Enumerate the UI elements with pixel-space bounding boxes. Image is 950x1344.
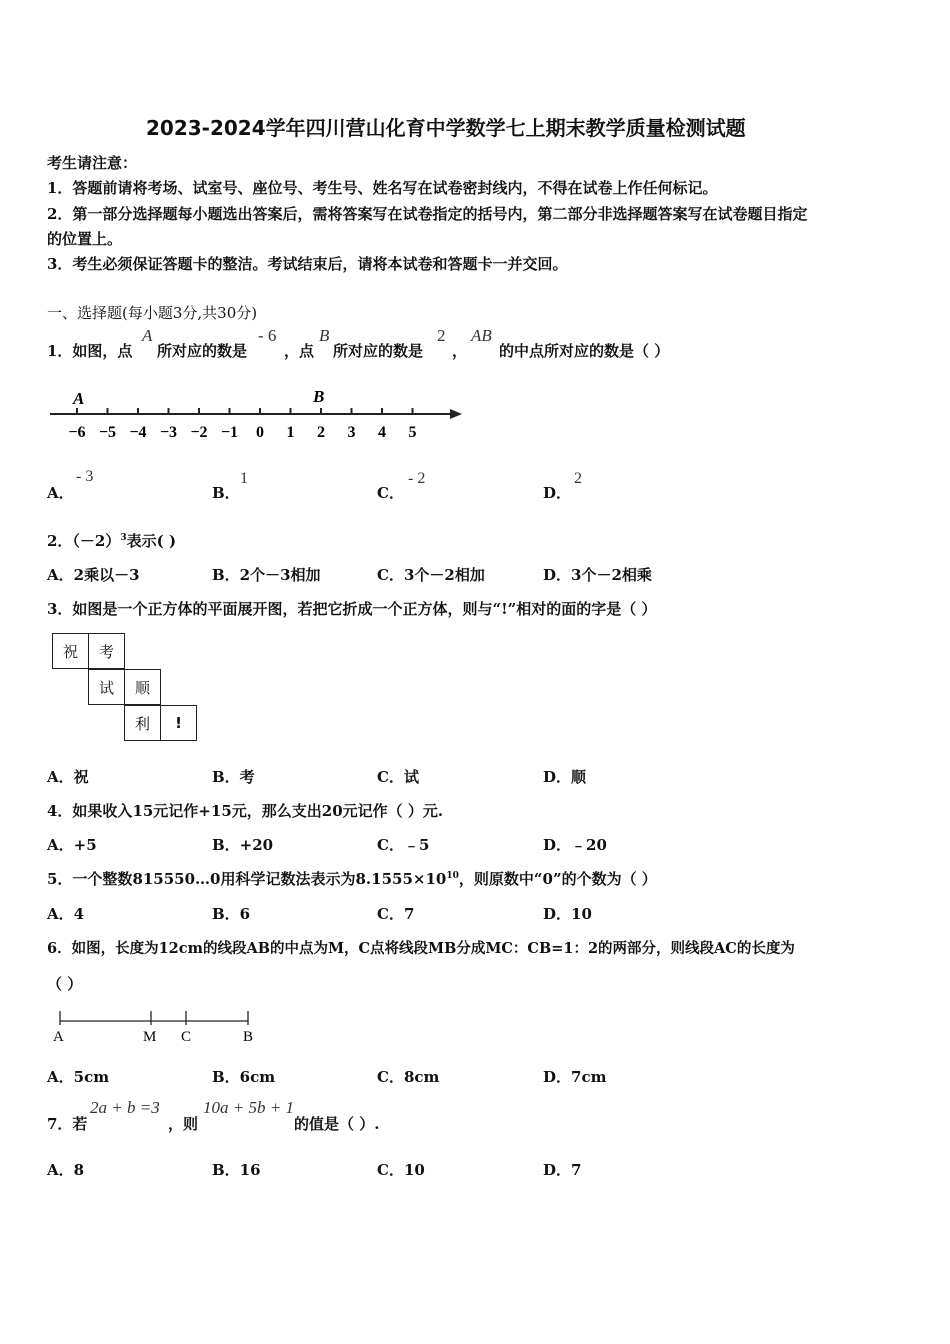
arrow-icon xyxy=(450,409,462,419)
q1-text: 所对应的数是 xyxy=(157,342,248,360)
q7-text: 的值是（ ）. xyxy=(294,1115,380,1133)
q5-option-b[interactable]: B．6 xyxy=(212,905,251,923)
notice-heading: 考生请注意： xyxy=(47,154,138,172)
q1-option-b-value: 1 xyxy=(240,470,248,487)
segment-label-c: C xyxy=(181,1029,192,1045)
q1-option-d-value: 2 xyxy=(574,470,582,487)
cube-net-cell: ! xyxy=(160,705,197,741)
q6-option-a[interactable]: A．5cm xyxy=(47,1068,110,1086)
q2-option-c[interactable]: C．3个－2相加 xyxy=(377,566,485,584)
q2-option-d[interactable]: D．3个－2相乘 xyxy=(543,566,652,584)
number-line-label: 4 xyxy=(378,424,386,441)
q2-option-a[interactable]: A．2乘以－3 xyxy=(47,566,140,584)
q1-option-a[interactable]: A． xyxy=(47,484,74,502)
notice-item: 2．第一部分选择题每小题选出答案后，需将答案写在试卷指定的括号内，第二部分非选择题答案写在试卷题目指定 xyxy=(47,205,808,223)
q1-text: 1．如图，点 xyxy=(47,342,133,360)
segment-label-b: B xyxy=(243,1029,254,1045)
q1-option-b[interactable]: B． xyxy=(212,484,240,502)
q6-option-b[interactable]: B．6cm xyxy=(212,1068,276,1086)
q3-option-a[interactable]: A．祝 xyxy=(47,768,89,786)
cube-net-cell: 考 xyxy=(88,633,125,669)
q3-option-d[interactable]: D．顺 xyxy=(543,768,587,786)
q7-option-a[interactable]: A．8 xyxy=(47,1161,85,1179)
segment-label-a: A xyxy=(53,1029,64,1045)
q4-option-c[interactable]: C．﹣5 xyxy=(377,836,430,854)
number-line-label: −5 xyxy=(98,424,117,441)
cube-net-cell: 利 xyxy=(124,705,161,741)
q2-stem: 2．$(-2)^3$表示( ) xyxy=(47,532,177,550)
number-line-label: −1 xyxy=(220,424,239,441)
number-line-label: −6 xyxy=(68,424,86,441)
q1-option-a-value: - 3 xyxy=(76,468,94,485)
cube-net-cell: 试 xyxy=(88,669,125,705)
q6-option-c[interactable]: C．8cm xyxy=(377,1068,440,1086)
q1-point-a: A xyxy=(142,326,153,345)
q7-text: ，则 xyxy=(168,1115,199,1133)
q1-option-d[interactable]: D． xyxy=(543,484,572,502)
number-line-point-a: A xyxy=(73,389,85,408)
q7-option-c[interactable]: C．10 xyxy=(377,1161,425,1179)
q4-stem: 4．如果收入15元记作+15元，那么支出20元记作（ ）元. xyxy=(47,802,444,820)
q3-stem: 3．如图是一个正方体的平面展开图，若把它折成一个正方体，则与“!”相对的面的字是（ ） xyxy=(47,600,657,618)
q2-option-b[interactable]: B．2个－3相加 xyxy=(212,566,321,584)
number-line-label: 3 xyxy=(347,424,356,441)
q7-text: 7．若 xyxy=(47,1115,88,1133)
number-line-point-b: B xyxy=(313,387,325,406)
q6-option-d[interactable]: D．7cm xyxy=(543,1068,607,1086)
number-line-label: 0 xyxy=(256,424,264,441)
q7-option-b[interactable]: B．16 xyxy=(212,1161,261,1179)
number-line-label: 5 xyxy=(408,424,417,441)
q5-option-a[interactable]: A．4 xyxy=(47,905,85,923)
number-line-label: 2 xyxy=(317,424,325,441)
notice-item: 3．考生必须保证答题卡的整洁。考试结束后，请将本试卷和答题卡一并交回。 xyxy=(47,255,568,273)
number-line-label: −3 xyxy=(159,424,178,441)
q4-option-a[interactable]: A．+5 xyxy=(47,836,97,854)
q6-segment-figure xyxy=(48,1005,268,1047)
q1-point-b: B xyxy=(319,326,330,345)
q1-text: 的中点所对应的数是（ ） xyxy=(499,342,670,360)
q1-number-line xyxy=(45,380,465,450)
q4-option-b[interactable]: B．+20 xyxy=(212,836,274,854)
q1-value-a: - 6 xyxy=(258,326,277,345)
q3-option-b[interactable]: B．考 xyxy=(212,768,255,786)
number-line-label: −2 xyxy=(190,424,208,441)
q4-option-d[interactable]: D．﹣20 xyxy=(543,836,607,854)
q1-text: 所对应的数是 xyxy=(333,342,424,360)
q5-stem: 5．一个整数815550…0用科学记数法表示为$8.1555\times 10^{10}$，则原数中“0”的个数为（ ） xyxy=(47,870,657,888)
section-heading: 一、选择题(每小题3分,共30分) xyxy=(47,304,258,322)
segment-label-m: M xyxy=(143,1029,157,1045)
q1-value-b: 2 xyxy=(437,326,446,345)
q6-stem-cont: （ ） xyxy=(47,975,83,993)
q5-option-c[interactable]: C．7 xyxy=(377,905,415,923)
number-line-label: −4 xyxy=(129,424,147,441)
q7-expression: 2a + b =3 xyxy=(90,1098,160,1117)
q6-stem: 6．如图，长度为12cm的线段AB的中点为M，C点将线段MB分成MC：CB=1：2的两部分，则线段AC的长度为 xyxy=(47,940,795,957)
q7-option-d[interactable]: D．7 xyxy=(543,1161,582,1179)
cube-net-cell: 顺 xyxy=(124,669,161,705)
notice-item: 1．答题前请将考场、试室号、座位号、考生号、姓名写在试卷密封线内，不得在试卷上作任何标记。 xyxy=(47,179,718,197)
q1-option-c[interactable]: C． xyxy=(377,484,404,502)
q1-text: ，点 xyxy=(284,342,315,360)
q1-option-c-value: - 2 xyxy=(408,470,426,487)
number-line-label: 1 xyxy=(286,424,295,441)
page-title: 2023-2024学年四川营山化育中学数学七上期末教学质量检测试题 xyxy=(146,116,746,140)
q5-option-d[interactable]: D．10 xyxy=(543,905,592,923)
q7-expression: 10a + 5b + 1 xyxy=(203,1098,294,1117)
q3-option-c[interactable]: C．试 xyxy=(377,768,419,786)
cube-net-cell: 祝 xyxy=(52,633,89,669)
q1-text: ， xyxy=(452,342,468,360)
q1-segment-ab: AB xyxy=(471,326,492,345)
notice-item: 的位置上。 xyxy=(47,230,123,248)
